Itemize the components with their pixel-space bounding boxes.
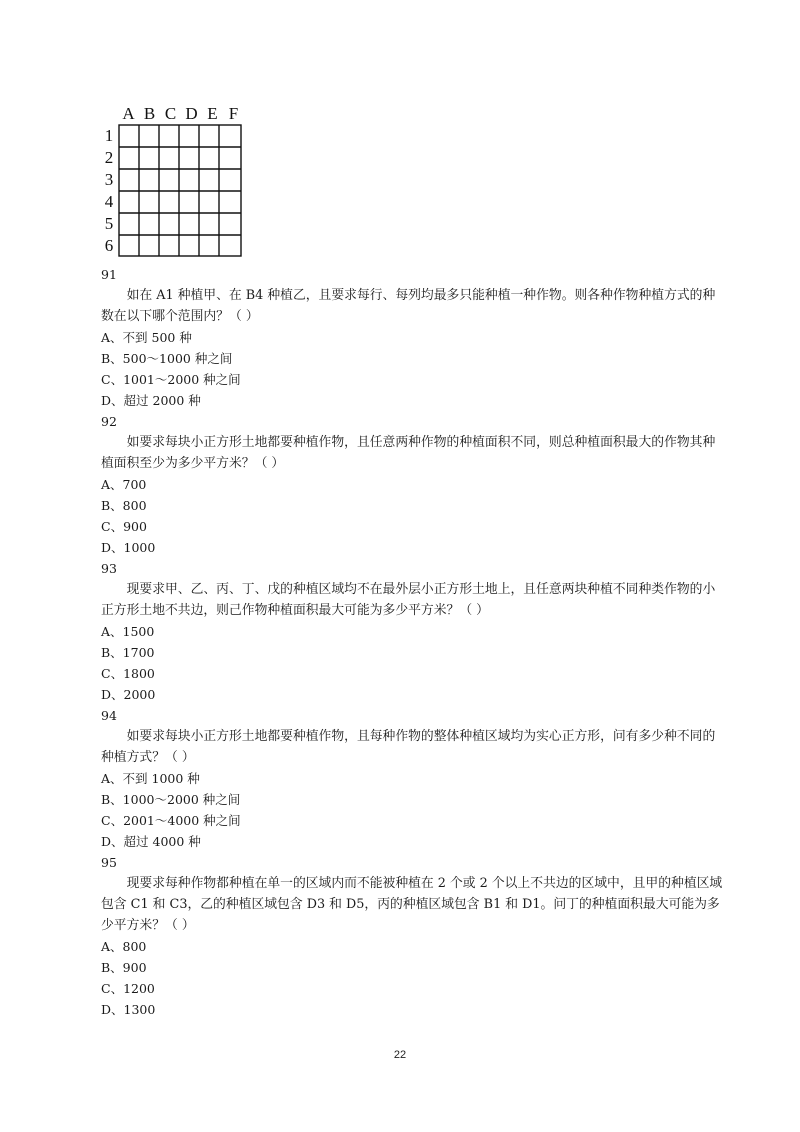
option: C、1800 bbox=[101, 666, 155, 681]
option: A、不到 1000 种 bbox=[101, 771, 200, 786]
option: B、1000～2000 种之间 bbox=[101, 792, 241, 807]
column-label: B bbox=[143, 104, 156, 123]
question-stem bbox=[101, 726, 723, 768]
row-label: 6 bbox=[104, 236, 114, 255]
question-stem bbox=[101, 873, 723, 936]
column-label: C bbox=[164, 104, 177, 123]
option: B、1700 bbox=[101, 645, 155, 660]
row-label: 1 bbox=[104, 126, 114, 145]
column-label: A bbox=[122, 104, 135, 123]
question-stem-text: 如要求每块小正方形土地都要种植作物，且任意两种作物的种植面积不同，则总种植面积最大的作物其种植面积至少为多少平方米？（ ） bbox=[101, 435, 716, 471]
option: C、1200 bbox=[101, 981, 155, 996]
option: C、2001～4000 种之间 bbox=[101, 813, 241, 828]
question-number: 94 bbox=[101, 708, 117, 723]
column-label: F bbox=[228, 104, 239, 123]
option: B、500～1000 种之间 bbox=[101, 351, 233, 366]
question-stem-text: 现要求每种作物都种植在单一的区域内而不能被种植在 2 个或 2 个以上不共边的区域中，且甲的种植区域包含 C1 和 C3，乙的种植区域包含 D3 和 D5，丙的种植区域包含 B1 和 D1。问丁的种植面积最大可能为多少平方米？（ ） bbox=[101, 876, 723, 933]
option: C、900 bbox=[101, 519, 147, 534]
option: D、1300 bbox=[101, 1002, 156, 1017]
row-label: 4 bbox=[104, 192, 114, 211]
page-number: 22 bbox=[393, 1049, 407, 1061]
question-stem-text: 如要求每块小正方形土地都要种植作物，且每种作物的整体种植区域均为实心正方形，问有多少种不同的种植方式？（ ） bbox=[101, 729, 716, 765]
row-label: 5 bbox=[104, 214, 114, 233]
question-number: 92 bbox=[101, 414, 117, 429]
option: B、800 bbox=[101, 498, 147, 513]
option: C、1001～2000 种之间 bbox=[101, 372, 241, 387]
question-stem bbox=[101, 432, 723, 474]
option: D、超过 2000 种 bbox=[101, 393, 201, 408]
question-stem-text: 如在 A1 种植甲、在 B4 种植乙，且要求每行、每列均最多只能种植一种作物。则各种作物种植方式的种数在以下哪个范围内？（ ） bbox=[101, 288, 716, 324]
option: D、1000 bbox=[101, 540, 156, 555]
grid-lines bbox=[118, 124, 244, 258]
question-stem bbox=[101, 579, 723, 621]
column-label: E bbox=[207, 104, 218, 123]
option: A、800 bbox=[101, 939, 147, 954]
option: D、超过 4000 种 bbox=[101, 834, 201, 849]
option: A、1500 bbox=[101, 624, 155, 639]
question-number: 91 bbox=[101, 267, 117, 282]
question-number: 93 bbox=[101, 561, 117, 576]
grid-figure bbox=[100, 104, 250, 262]
column-label: D bbox=[185, 104, 198, 123]
question-number: 95 bbox=[101, 855, 117, 870]
option: B、900 bbox=[101, 960, 147, 975]
question-stem-text: 现要求甲、乙、丙、丁、戊的种植区域均不在最外层小正方形土地上，且任意两块种植不同种类作物的小正方形土地不共边，则己作物种植面积最大可能为多少平方米？（ ） bbox=[101, 582, 716, 618]
option: D、2000 bbox=[101, 687, 156, 702]
row-label: 3 bbox=[104, 170, 114, 189]
row-label: 2 bbox=[104, 148, 114, 167]
option: A、不到 500 种 bbox=[101, 330, 192, 345]
option: A、700 bbox=[101, 477, 147, 492]
question-stem bbox=[101, 285, 723, 327]
